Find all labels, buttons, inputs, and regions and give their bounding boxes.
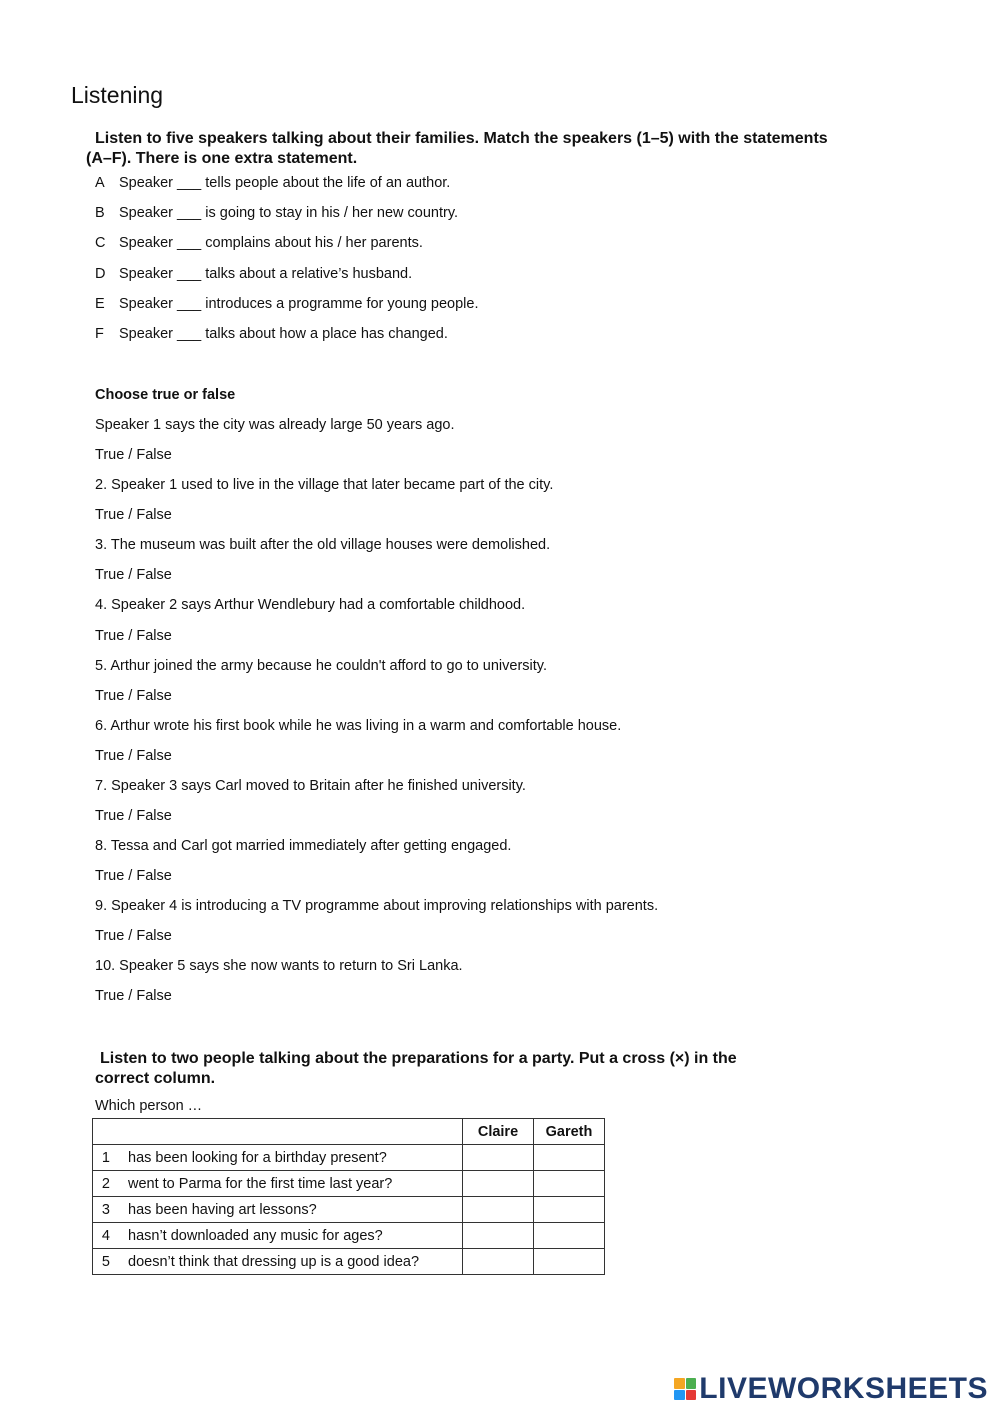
matching-instruction-line1: Listen to five speakers talking about their families. Match the speakers (1–5) with the statements: [95, 130, 828, 147]
header-claire: Claire: [463, 1119, 534, 1145]
party-instruction-line1: Listen to two people talking about the preparations for a party. Put a cross (×) in the: [100, 1050, 737, 1067]
tf-question: 6. Arthur wrote his first book while he was living in a warm and comfortable house.: [95, 717, 622, 734]
row-text: has been looking for a birthday present?: [128, 1149, 387, 1166]
tf-question: 8. Tessa and Carl got married immediately after getting engaged.: [95, 838, 512, 855]
party-instruction-line2: correct column.: [95, 1070, 216, 1087]
row-number: 5: [101, 1253, 110, 1270]
table-row: [93, 1249, 605, 1275]
tf-answer-options[interactable]: True / False: [95, 567, 172, 584]
statement-text: Speaker ___ tells people about the life of an author.: [119, 175, 451, 191]
tf-answer-options[interactable]: True / False: [95, 507, 172, 524]
tf-answer-options[interactable]: True / False: [95, 627, 172, 644]
gareth-answer-cell[interactable]: [534, 1223, 605, 1249]
statement-letter: A: [95, 175, 105, 191]
row-text: went to Parma for the first time last year?: [128, 1175, 393, 1192]
row-number: 2: [101, 1175, 110, 1192]
gareth-answer-cell[interactable]: [534, 1249, 605, 1275]
statement-item: [95, 296, 795, 326]
statement-cell: [93, 1249, 463, 1275]
row-text: doesn’t think that dressing up is a good idea?: [128, 1253, 420, 1270]
tf-question: 9. Speaker 4 is introducing a TV programme about improving relationships with parents.: [95, 898, 659, 915]
tf-question: 10. Speaker 5 says she now wants to return to Sri Lanka.: [95, 958, 463, 975]
tf-question: 3. The museum was built after the old village houses were demolished.: [95, 537, 551, 554]
page-title: Listening: [71, 82, 164, 108]
tf-answer-options[interactable]: True / False: [95, 988, 172, 1005]
statement-letter: D: [95, 265, 106, 282]
statement-text: Speaker ___ talks about how a place has changed.: [119, 325, 448, 342]
statement-letter: F: [95, 325, 104, 342]
tf-question: 5. Arthur joined the army because he couldn't afford to go to university.: [95, 657, 547, 674]
header-blank-cell: [93, 1119, 463, 1145]
row-number: 3: [101, 1201, 110, 1218]
liveworksheets-logo: [674, 1372, 988, 1406]
tf-question: Speaker 1 says the city was already large 50 years ago.: [95, 417, 455, 433]
true-false-list: [95, 417, 895, 1019]
logo-square: [686, 1378, 697, 1389]
matching-instruction-line2: (A–F). There is one extra statement.: [86, 150, 358, 167]
claire-answer-cell[interactable]: [463, 1197, 534, 1223]
table-lead-text: Which person …: [95, 1098, 203, 1114]
logo-text: LIVEWORKSHEETS: [699, 1372, 988, 1405]
true-false-heading: Choose true or false: [95, 387, 236, 403]
table-row: [93, 1145, 605, 1171]
statement-cell: [93, 1171, 463, 1197]
logo-square: [674, 1390, 685, 1401]
tf-answer-options[interactable]: True / False: [95, 687, 172, 704]
statement-letter: B: [95, 205, 105, 222]
tf-answer-options[interactable]: True / False: [95, 447, 172, 464]
statement-item: [95, 175, 795, 205]
row-text: hasn’t downloaded any music for ages?: [128, 1227, 383, 1244]
table-header-row: [93, 1119, 605, 1145]
tf-question: 2. Speaker 1 used to live in the village that later became part of the city.: [95, 477, 554, 494]
tf-question: 7. Speaker 3 says Carl moved to Britain after he finished university.: [95, 777, 526, 794]
header-gareth: Gareth: [534, 1119, 605, 1145]
tf-answer-options[interactable]: True / False: [95, 868, 172, 885]
tf-answer-options[interactable]: True / False: [95, 747, 172, 764]
row-number: 4: [101, 1227, 110, 1244]
tf-answer-options[interactable]: True / False: [95, 928, 172, 945]
tf-question: 4. Speaker 2 says Arthur Wendlebury had a comfortable childhood.: [95, 597, 526, 614]
matching-instructions: [86, 129, 886, 169]
gareth-answer-cell[interactable]: [534, 1197, 605, 1223]
statement-letter: C: [95, 235, 106, 252]
gareth-answer-cell[interactable]: [534, 1171, 605, 1197]
answer-table: [92, 1118, 605, 1275]
statement-text: Speaker ___ talks about a relative’s husband.: [119, 265, 413, 282]
statement-letter: E: [95, 295, 105, 312]
statement-cell: [93, 1223, 463, 1249]
statement-text: Speaker ___ introduces a programme for young people.: [119, 295, 479, 312]
liveworksheets-logo-icon: [674, 1378, 696, 1400]
logo-square: [674, 1378, 685, 1389]
statement-text: Speaker ___ complains about his / her parents.: [119, 235, 423, 252]
matching-statements-list: [95, 175, 795, 356]
statement-cell: [93, 1145, 463, 1171]
claire-answer-cell[interactable]: [463, 1223, 534, 1249]
claire-answer-cell[interactable]: [463, 1171, 534, 1197]
table-row: [93, 1197, 605, 1223]
statement-text: Speaker ___ is going to stay in his / her new country.: [119, 205, 459, 222]
row-number: 1: [101, 1149, 110, 1166]
claire-answer-cell[interactable]: [463, 1249, 534, 1275]
claire-answer-cell[interactable]: [463, 1145, 534, 1171]
row-text: has been having art lessons?: [128, 1201, 317, 1218]
gareth-answer-cell[interactable]: [534, 1145, 605, 1171]
table-row: [93, 1223, 605, 1249]
statement-item: [95, 205, 795, 235]
statement-item: [95, 266, 795, 296]
statement-cell: [93, 1197, 463, 1223]
tf-answer-options[interactable]: True / False: [95, 808, 172, 825]
statement-item: [95, 326, 795, 356]
party-instructions: [95, 1049, 855, 1089]
logo-square: [686, 1390, 697, 1401]
statement-item: [95, 235, 795, 265]
table-row: [93, 1171, 605, 1197]
